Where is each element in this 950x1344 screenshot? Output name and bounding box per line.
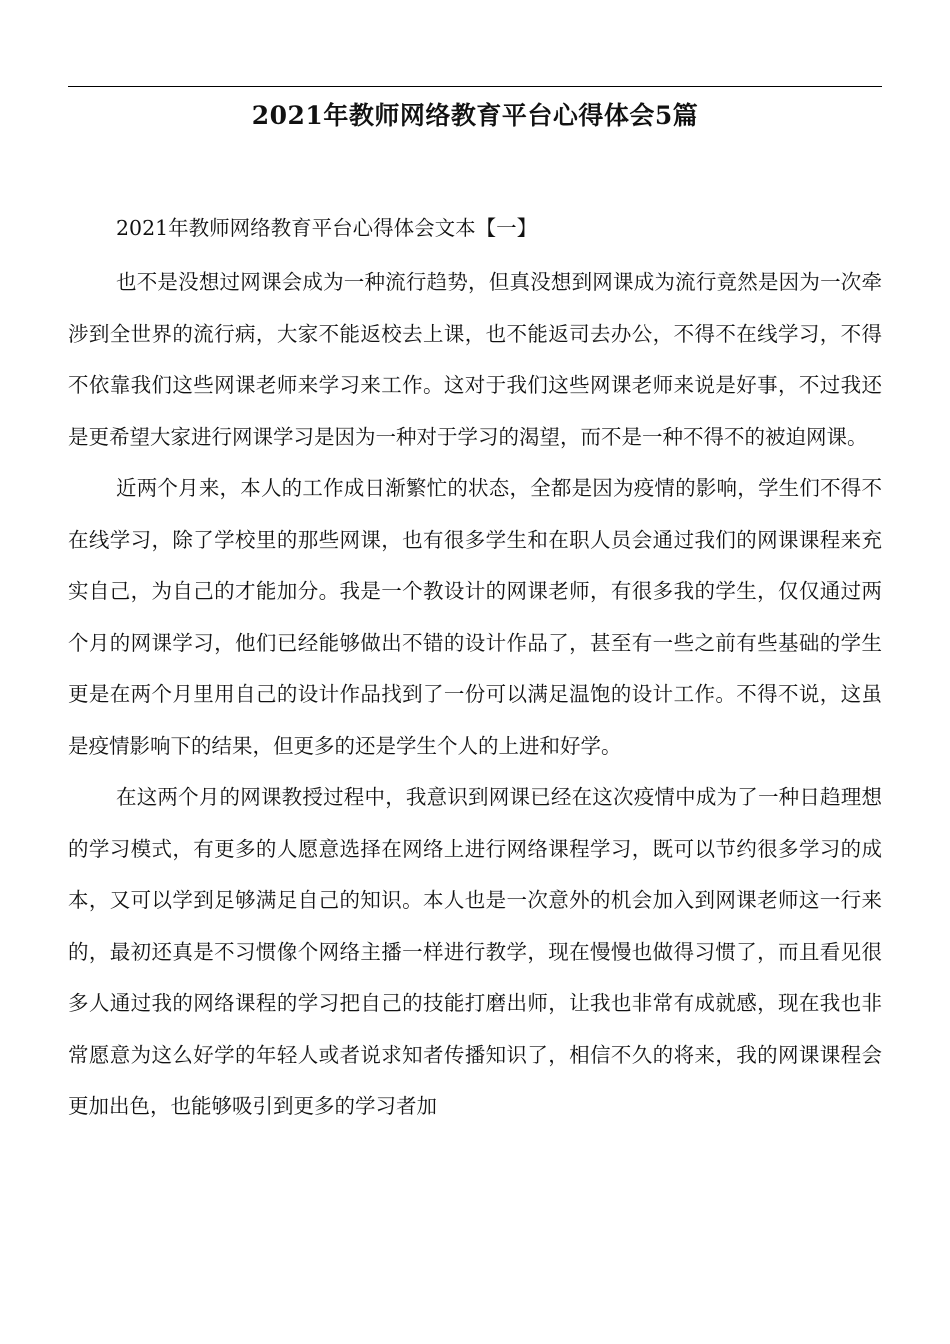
- paragraph-1: 也不是没想过网课会成为一种流行趋势，但真没想到网课成为流行竟然是因为一次牵涉到全世界的流行病，大家不能返校去上课，也不能返司去办公，不得不在线学习，不得不依靠我们这些网课老师来学习来工作。这对于我们这些网课老师来说是好事，不过我还是更希望大家进行网课学习是因为一种对于学习的渴望，而不是一种不得不的被迫网课。: [68, 270, 882, 449]
- document-body: [68, 208, 882, 1133]
- document-title: 2021年教师网络教育平台心得体会5篇: [251, 101, 699, 130]
- paragraph-3: 在这两个月的网课教授过程中，我意识到网课已经在这次疫情中成为了一种日趋理想的学习模式，有更多的人愿意选择在网络上进行网络课程学习，既可以节约很多学习的成本，又可以学到足够满足自己的知识。本人也是一次意外的机会加入到网课老师这一行来的，最初还真是不习惯像个网络主播一样进行教学，现在慢慢也做得习惯了，而且看见很多人通过我的网络课程的学习把自己的技能打磨出师，让我也非常有成就感，现在我也非常愿意为这么好学的年轻人或者说求知者传播知识了，相信不久的将来，我的网课课程会更加出色，也能够吸引到更多的学习者加: [68, 785, 882, 1118]
- header-rule: [68, 86, 882, 87]
- paragraph-2: 近两个月来，本人的工作成日渐繁忙的状态，全都是因为疫情的影响，学生们不得不在线学习，除了学校里的那些网课，也有很多学生和在职人员会通过我们的网课课程来充实自己，为自己的才能加分。我是一个教设计的网课老师，有很多我的学生，仅仅通过两个月的网课学习，他们已经能够做出不错的设计作品了，甚至有一些之前有些基础的学生更是在两个月里用自己的设计作品找到了一份可以满足温饱的设计工作。不得不说，这虽是疫情影响下的结果，但更多的还是学生个人的上进和好学。: [68, 476, 882, 758]
- section-heading: 2021年教师网络教育平台心得体会文本【一】: [116, 216, 538, 240]
